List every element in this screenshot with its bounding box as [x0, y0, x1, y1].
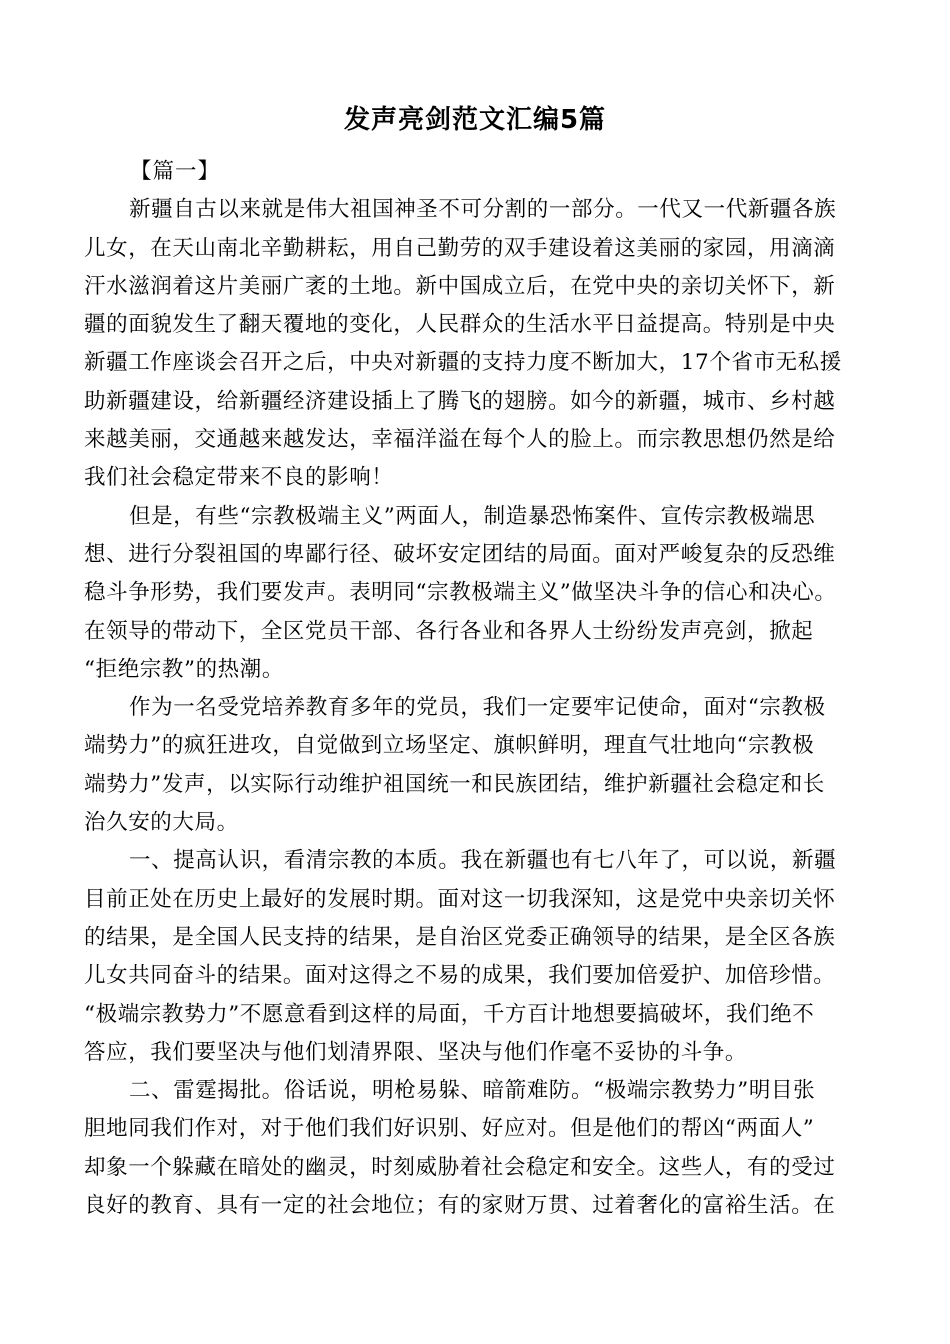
- paragraph-line: 的结果，是全国人民支持的结果，是自治区党委正确领导的结果，是全区各族: [84, 924, 836, 950]
- document-body: [84, 153, 866, 1225]
- paragraph-line: 答应，我们要坚决与他们划清界限、坚决与他们作毫不妥协的斗争。: [84, 1039, 748, 1065]
- paragraph-line: 在领导的带动下，全区党员干部、各行各业和各界人士纷纷发声亮剑，掀起: [84, 618, 814, 644]
- paragraph-line: 儿女，在天山南北辛勤耕耘，用自己勤劳的双手建设着这美丽的家园，用滴滴: [84, 235, 836, 261]
- paragraph-line: “极端宗教势力”不愿意看到这样的局面，千方百计地想要搞破坏，我们绝不: [84, 1001, 815, 1027]
- paragraph-line: 想、进行分裂祖国的卑鄙行径、破坏安定团结的局面。面对严峻复杂的反恐维: [84, 541, 836, 567]
- paragraph-line: 来越美丽，交通越来越发达，幸福洋溢在每个人的脸上。而宗教思想仍然是给: [84, 427, 836, 453]
- paragraph-line: “拒绝宗教”的热潮。: [84, 656, 284, 682]
- paragraph-line: 但是，有些“宗教极端主义”两面人，制造暴恐怖案件、宣传宗教极端思: [129, 503, 816, 529]
- paragraph-line: 新疆自古以来就是伟大祖国神圣不可分割的一部分。一代又一代新疆各族: [129, 197, 837, 223]
- paragraph-line: 胆地同我们作对，对于他们我们好识别、好应对。但是他们的帮凶“两面人”: [84, 1116, 815, 1142]
- paragraph-line: 治久安的大局。: [84, 810, 239, 836]
- paragraph-line: 汗水滋润着这片美丽广袤的土地。新中国成立后，在党中央的亲切关怀下，新: [84, 273, 836, 299]
- paragraph-line: 助新疆建设，给新疆经济建设插上了腾飞的翅膀。如今的新疆，城市、乡村越: [84, 388, 836, 414]
- paragraph-line: 端势力”的疯狂进攻，自觉做到立场坚定、旗帜鲜明，理直气壮地向“宗教极: [84, 733, 815, 759]
- paragraph-line: 我们社会稳定带来不良的影响！: [84, 465, 394, 491]
- paragraph-line: 儿女共同奋斗的结果。面对这得之不易的成果，我们要加倍爱护、加倍珍惜。: [84, 963, 836, 989]
- section-label: 【篇一】: [130, 159, 221, 184]
- paragraph-line: 目前正处在历史上最好的发展时期。面对这一切我深知，这是党中央亲切关怀: [84, 886, 836, 912]
- paragraph-line: 疆的面貌发生了翻天覆地的变化，人民群众的生活水平日益提高。特别是中央: [84, 312, 836, 338]
- paragraph-line: 良好的教育、具有一定的社会地位；有的家财万贯、过着奢化的富裕生活。在: [84, 1193, 836, 1219]
- paragraph-line: 稳斗争形势，我们要发声。表明同“宗教极端主义”做坚决斗争的信心和决心。: [84, 580, 837, 606]
- paragraph-line: 二、雷霆揭批。俗话说，明枪易躲、暗箭难防。“极端宗教势力”明目张: [129, 1078, 816, 1104]
- paragraph-line: 却象一个躲藏在暗处的幽灵，时刻威胁着社会稳定和安全。这些人，有的受过: [84, 1154, 836, 1180]
- paragraph-line: 一、提高认识，看清宗教的本质。我在新疆也有七八年了，可以说，新疆: [129, 848, 837, 874]
- document-title: 发声亮剑范文汇编5篇: [343, 105, 607, 135]
- paragraph-line: 作为一名受党培养教育多年的党员，我们一定要牢记使命，面对“宗教极: [129, 695, 826, 721]
- paragraph-line: 新疆工作座谈会召开之后，中央对新疆的支持力度不断加大，17个省市无私援: [84, 350, 842, 376]
- paragraph-line: 端势力”发声，以实际行动维护祖国统一和民族团结，维护新疆社会稳定和长: [84, 771, 825, 797]
